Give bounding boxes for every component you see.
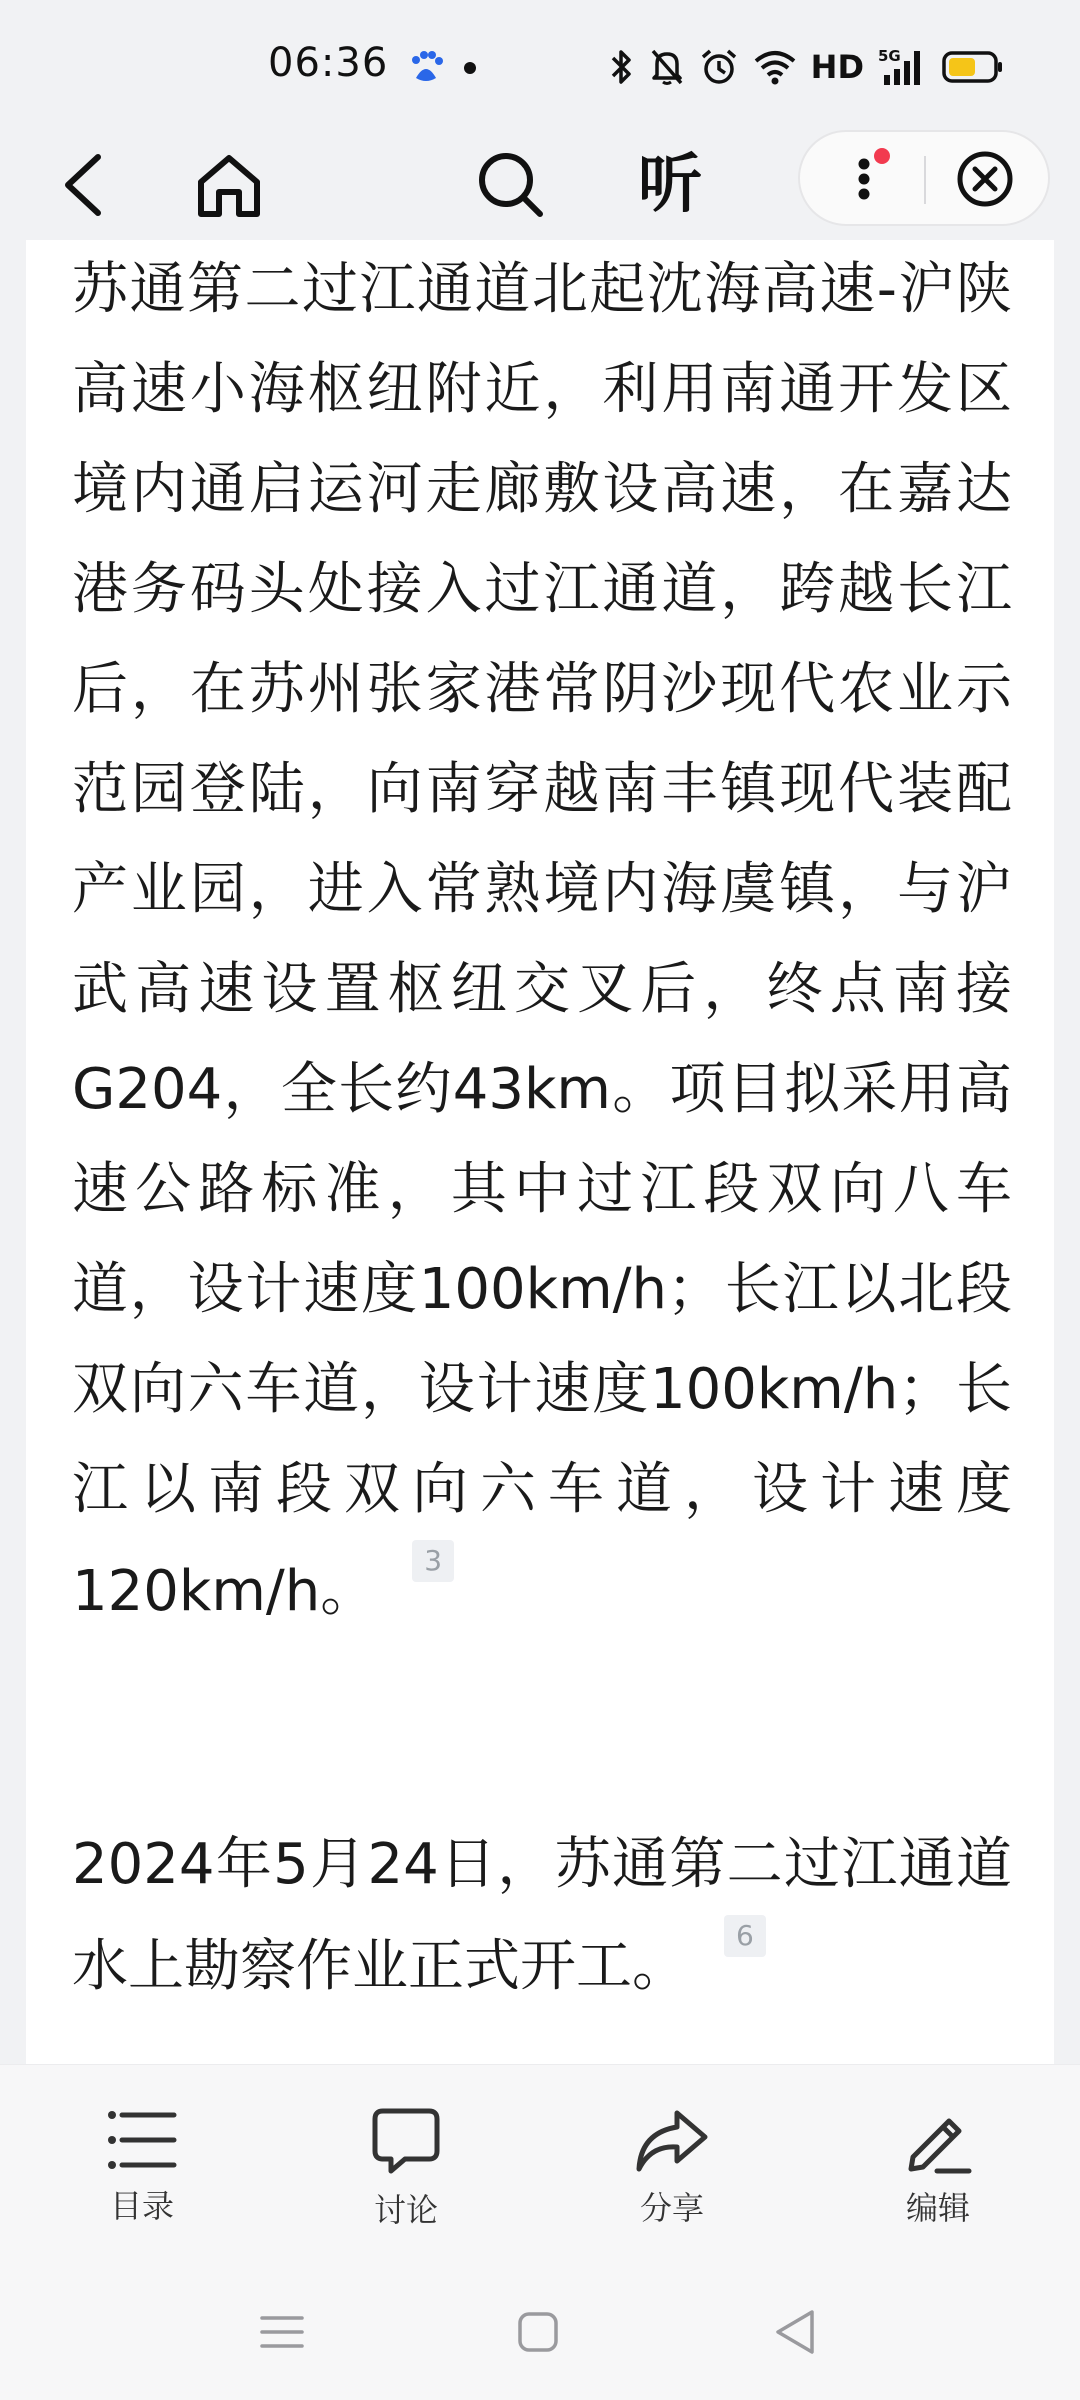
- search-icon[interactable]: [474, 148, 548, 222]
- home-square-icon[interactable]: [508, 2302, 568, 2362]
- table-of-contents-icon: [62, 2107, 222, 2173]
- network-label: HD: [810, 48, 864, 86]
- reference-marker[interactable]: 3: [412, 1540, 454, 1582]
- svg-text:5G: 5G: [878, 47, 901, 65]
- status-time: 06:36: [268, 40, 389, 86]
- status-indicators: [609, 44, 1004, 90]
- article-card: [26, 240, 1054, 2064]
- action-share[interactable]: [592, 2107, 752, 2229]
- mini-program-capsule: [798, 130, 1050, 226]
- home-icon[interactable]: [192, 148, 266, 222]
- alarm-icon: [699, 47, 739, 87]
- chat-bubble-icon: [326, 2107, 486, 2177]
- top-toolbar: [0, 130, 1080, 240]
- bottom-action-bar: [0, 2064, 1080, 2261]
- action-discuss[interactable]: [326, 2107, 486, 2231]
- system-nav-bar: [0, 2260, 1080, 2400]
- battery-icon: [942, 50, 1004, 84]
- status-bar: [0, 0, 1080, 130]
- more-dots-icon[interactable]: [850, 146, 890, 212]
- close-circle-icon[interactable]: [954, 148, 1016, 210]
- article-paragraph: [72, 240, 1012, 1642]
- article-paragraph: [72, 1815, 1012, 2017]
- action-label: 目录: [109, 2187, 174, 2225]
- paragraph-text: 2024年5月24日，苏通第二过江通道水上勘察作业正式开工。: [72, 1832, 1012, 1999]
- back-triangle-icon[interactable]: [764, 2302, 824, 2362]
- action-label: 讨论: [373, 2191, 438, 2229]
- mute-bell-icon: [649, 47, 685, 87]
- baidu-app-icon: [408, 50, 444, 84]
- bluetooth-icon: [609, 47, 635, 87]
- reference-marker[interactable]: 6: [724, 1915, 766, 1957]
- action-label: 编辑: [905, 2189, 970, 2227]
- action-label: 分享: [639, 2189, 704, 2227]
- action-toc[interactable]: [62, 2107, 222, 2227]
- paragraph-text: 苏通第二过江通道北起沈海高速-沪陕高速小海枢纽附近，利用南通开发区境内通启运河走廊敷设高速，在嘉达港务码头处接入过江通道，跨越长江后，在苏州张家港常阴沙现代农业示范园登陆，向南穿越南丰镇现代装配产业园，进入常熟境内海虞镇，与沪武高速设置枢纽交叉后，终点南接G204，全长约43km。项目拟采用高速公路标准，其中过江段双向八车道，设计速度100km/h；长江以北段双向六车道，设计速度100km/h；长江以南段双向六车道，设计速度120km/h。: [72, 257, 1012, 1624]
- back-chevron-icon[interactable]: [52, 150, 112, 220]
- menu-icon[interactable]: [252, 2302, 312, 2362]
- dot-icon: [464, 62, 476, 74]
- wifi-icon: [753, 49, 797, 85]
- edit-pencil-icon: [858, 2107, 1018, 2175]
- listen-button[interactable]: 听: [638, 148, 702, 222]
- capsule-divider: [924, 156, 926, 204]
- 5g-signal-icon: [878, 47, 928, 87]
- action-edit[interactable]: [858, 2107, 1018, 2229]
- share-arrow-icon: [592, 2107, 752, 2175]
